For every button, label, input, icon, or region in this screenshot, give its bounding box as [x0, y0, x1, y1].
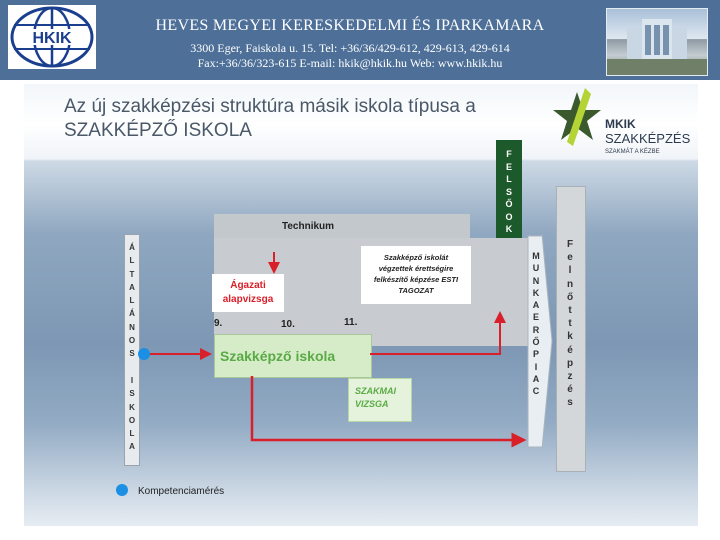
felso-letter: S: [505, 186, 512, 197]
building-image: [607, 9, 707, 75]
munka-letter: A: [532, 373, 540, 384]
felnott-letter: e: [567, 252, 573, 264]
felnott-letter: z: [567, 371, 573, 383]
munka-letter: Ő: [532, 337, 540, 348]
felso-letter: K: [505, 224, 513, 234]
globe-icon: [8, 5, 96, 69]
altalanos-letter: A: [129, 442, 135, 452]
slide-title-line1: Az új szakképzési struktúra másik iskola típusa a: [64, 96, 476, 117]
legend-dot-icon: [116, 484, 128, 496]
grade-9-label: 9.: [214, 318, 223, 329]
esti-line-2: végzettek érettségire: [378, 264, 454, 273]
hkik-logo-text: HKIK: [32, 30, 72, 47]
felso-letter: Ő: [505, 199, 513, 209]
chamber-title: HEVES MEGYEI KERESKEDELMI ÉS IPARKAMARA: [155, 17, 545, 34]
szakmai-line-2: VIZSGA: [355, 399, 389, 409]
legend-label: Kompetenciamérés: [138, 486, 225, 497]
grade-11-label: 11.: [344, 317, 358, 328]
esti-line-1: Szakképző iskolát: [383, 253, 449, 262]
altalanos-letter: A: [129, 282, 135, 292]
munka-letter: K: [532, 287, 540, 298]
brand-sub: SZAKKÉPZÉS: [605, 131, 691, 146]
slide: [24, 84, 698, 526]
munka-letter: U: [532, 263, 540, 274]
munka-letter: C: [532, 386, 540, 397]
esti-line-4: TAGOZAT: [398, 286, 434, 295]
esti-line-3: felkészítő képzése ESTI: [373, 275, 459, 284]
altalanos-letter: I: [130, 375, 134, 385]
header-banner: [0, 0, 720, 80]
munka-letter: M: [532, 251, 540, 261]
grade-10-label: 10.: [281, 319, 295, 330]
felnott-letter: ő: [566, 291, 574, 303]
felnott-letter: p: [566, 357, 574, 369]
altalanos-letter: L: [129, 429, 135, 439]
arrow-to-felsooktatas: [370, 313, 500, 354]
munka-letter: E: [532, 312, 539, 323]
felnott-letter: k: [567, 331, 573, 343]
address-line: 3300 Eger, Faiskola u. 15. Tel: +36/36/429-612, 429-613, 429-614: [190, 41, 510, 55]
felnott-letter: é: [567, 344, 573, 356]
felnott-letter: s: [567, 397, 573, 409]
altalanos-letter: O: [128, 415, 136, 425]
munka-letter: I: [534, 361, 538, 372]
felnott-letter: é: [567, 384, 573, 396]
felso-letter: L: [506, 174, 512, 184]
altalanos-letter: L: [129, 256, 135, 266]
technikum-label: Technikum: [282, 221, 335, 232]
agazati-line-2: alapvizsga: [222, 294, 274, 305]
altalanos-letter: K: [129, 402, 135, 412]
felnott-letter: F: [566, 239, 574, 250]
altalanos-letter: T: [129, 269, 135, 279]
felso-letter: E: [505, 161, 512, 172]
contact-line: Fax:+36/36/323-615 E-mail: hkik@hkik.hu Web: www.hkik.hu: [197, 56, 503, 70]
altalanos-letter: N: [129, 322, 135, 332]
munka-letter: A: [532, 300, 540, 311]
felnott-letter: n: [566, 278, 574, 290]
felso-letter: F: [506, 149, 512, 159]
altalanos-letter: Á: [129, 243, 135, 252]
felnott-letter: t: [568, 305, 572, 317]
altalanos-letter: S: [129, 389, 135, 399]
altalanos-letter: S: [129, 349, 135, 359]
brand-name: MKIK: [605, 117, 636, 131]
szakkepzo-iskola-label: Szakképző iskola: [220, 348, 336, 364]
felnott-letter: t: [568, 318, 572, 330]
building-photo: [606, 8, 708, 76]
kompetenciameres-dot: [138, 348, 150, 360]
hkik-logo: [8, 5, 96, 69]
altalanos-letter: L: [129, 296, 135, 306]
felso-letter: O: [505, 211, 513, 222]
brand-tagline: SZAKMÁT A KÉZBE: [605, 149, 660, 155]
munka-letter: P: [532, 349, 539, 360]
slide-title-line2: SZAKKÉPZŐ ISKOLA: [64, 120, 252, 141]
felnott-letter: l: [568, 265, 572, 277]
munka-letter: R: [532, 324, 540, 335]
arrow-to-munkaeropiac: [252, 376, 524, 440]
flow-arrows: [24, 84, 698, 526]
altalanos-letter: O: [128, 336, 136, 346]
agazati-line-1: Ágazati: [230, 280, 266, 291]
szakmai-line-1: SZAKMAI: [355, 386, 396, 396]
altalanos-letter: Á: [129, 309, 135, 319]
munka-letter: N: [532, 275, 540, 286]
